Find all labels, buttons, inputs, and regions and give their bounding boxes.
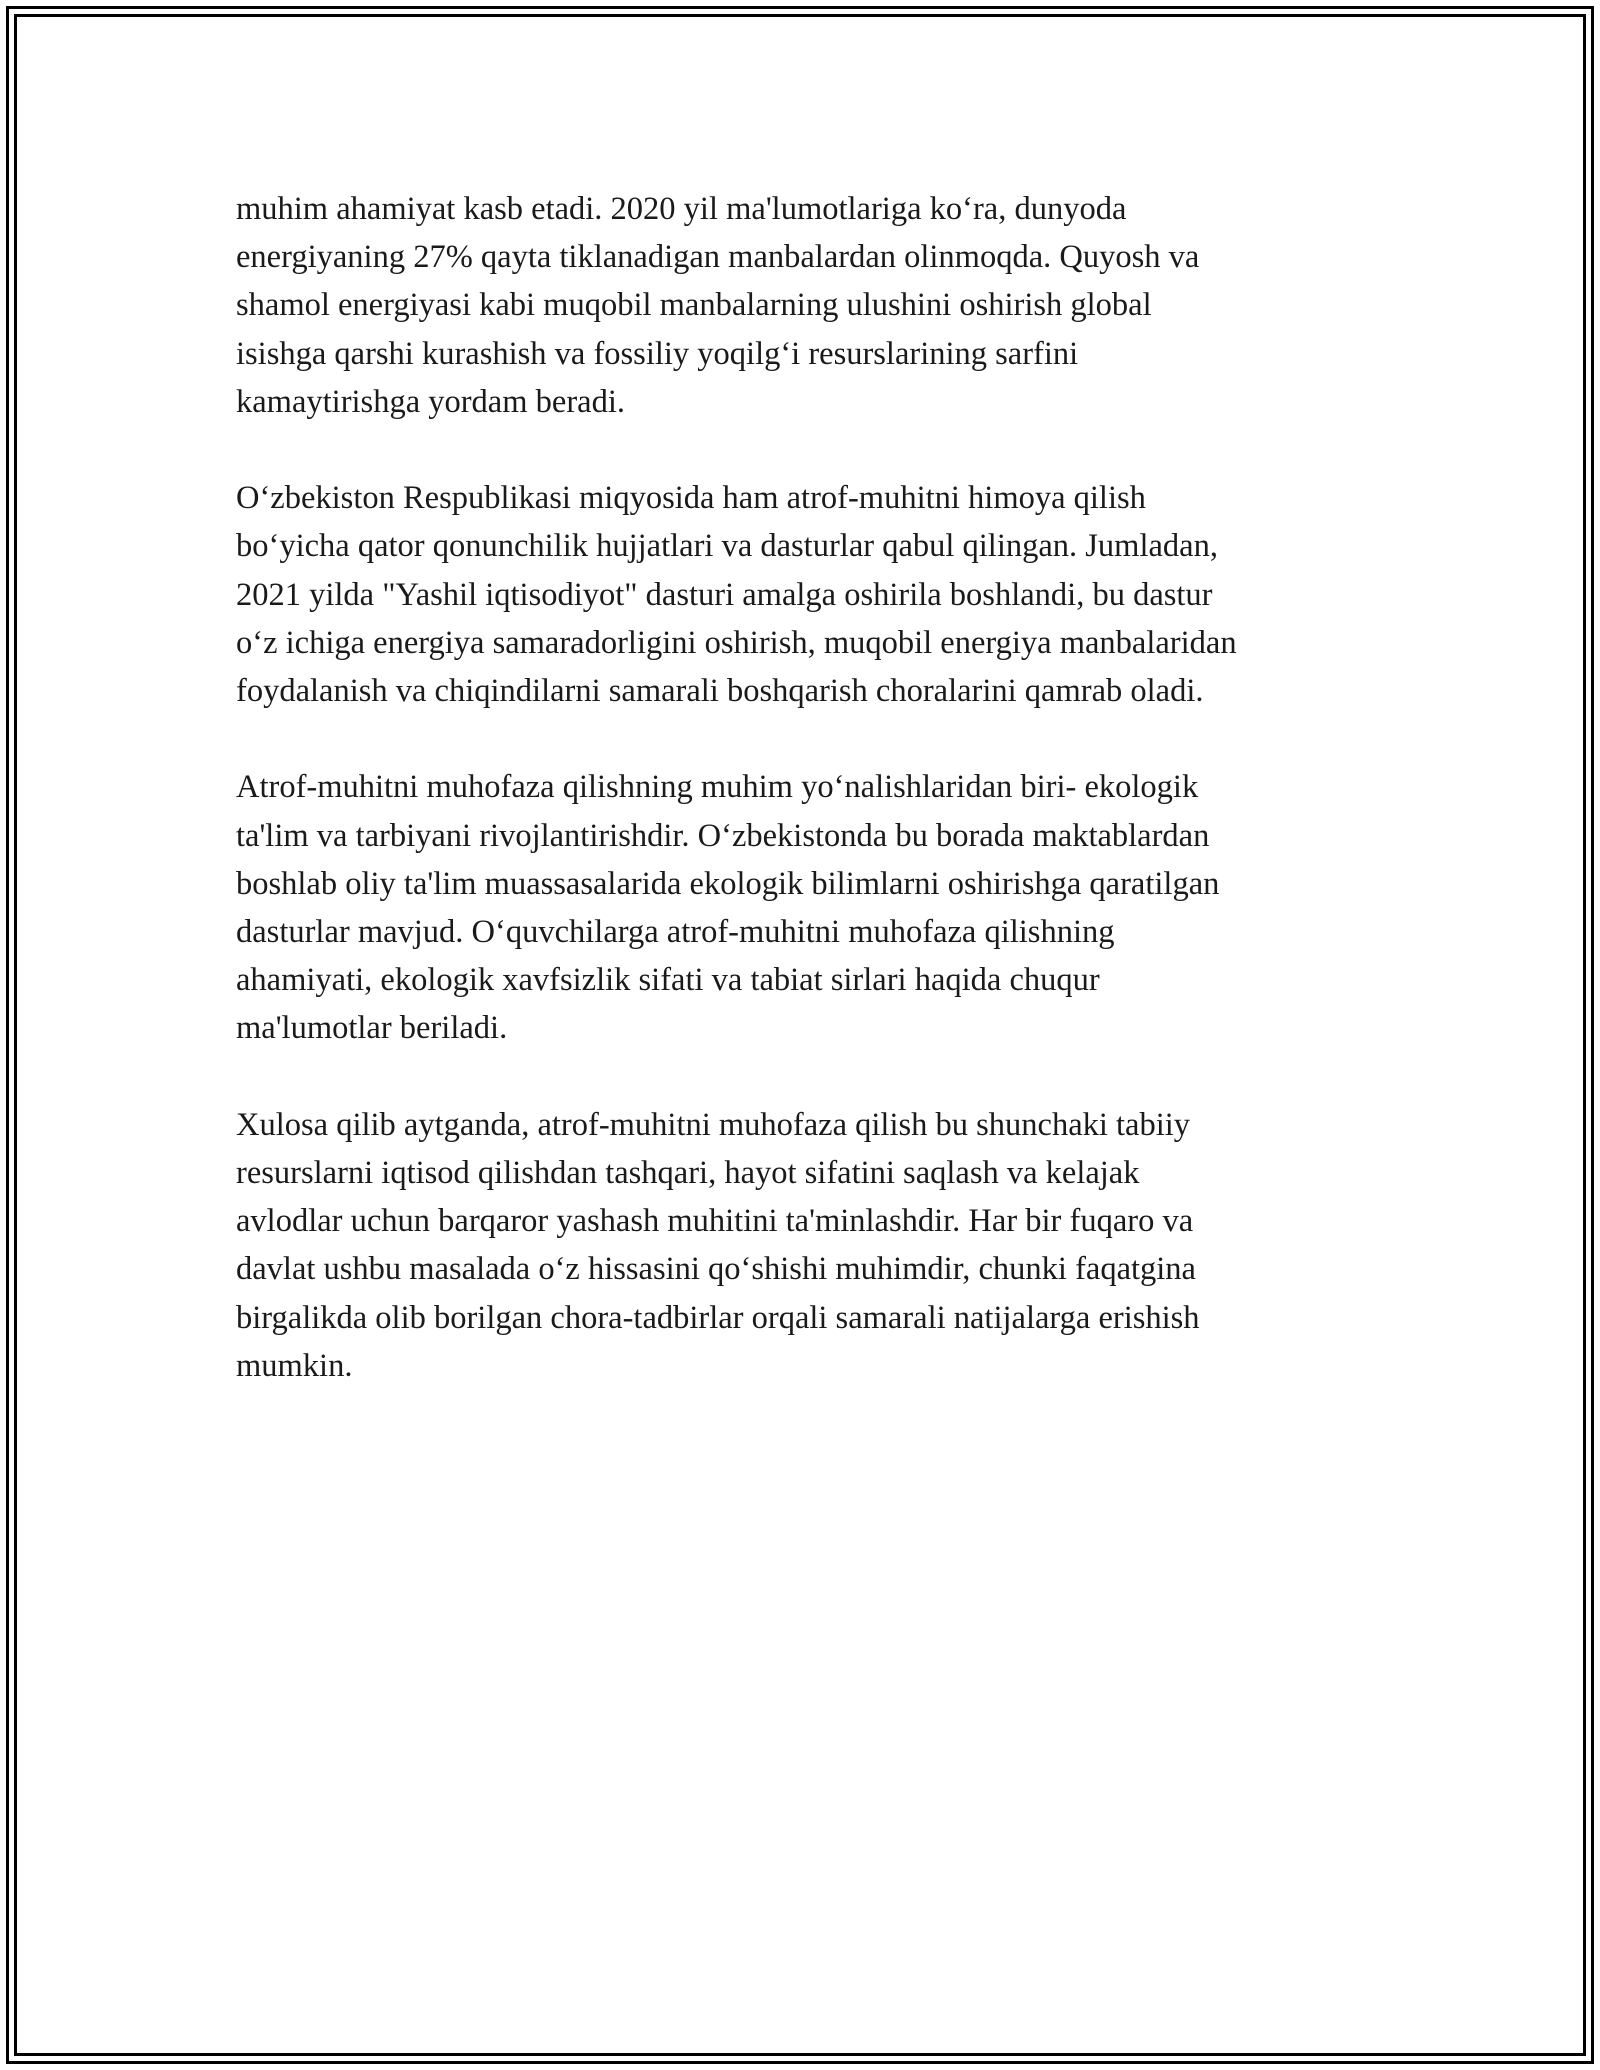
text-line: Xulosa qilib aytganda, atrof-muhitni muhofaza qilish bu shunchaki tabiiy: [236, 1106, 1191, 1143]
text-line: resurslarni iqtisod qilishdan tashqari, hayot sifatini saqlash va kelajak: [236, 1155, 1140, 1192]
paragraph-1: [236, 185, 1396, 426]
text-line: ahamiyati, ekologik xavfsizlik sifati va tabiat sirlari haqida chuqur: [236, 962, 1100, 999]
text-line: davlat ushbu masalada o‘z hissasini qo‘shishi muhimdir, chunki faqatgina: [236, 1251, 1196, 1288]
text-line: mumkin.: [236, 1347, 353, 1384]
text-line: foydalanish va chiqindilarni samarali boshqarish choralarini qamrab oladi.: [236, 673, 1204, 710]
text-line: isishga qarshi kurashish va fossiliy yoqilg‘i resurslarining sarfini: [236, 335, 1079, 372]
text-line: boshlab oliy ta'lim muassasalarida ekologik bilimlarni oshirishga qaratilgan: [236, 865, 1220, 902]
text-line: shamol energiyasi kabi muqobil manbalarning ulushini oshirish global: [236, 287, 1152, 324]
text-line: kamaytirishga yordam beradi.: [236, 383, 625, 420]
text-line: muhim ahamiyat kasb etadi. 2020 yil ma'lumotlariga ko‘ra, dunyoda: [236, 191, 1127, 227]
text-line: bo‘yicha qator qonunchilik hujjatlari va dasturlar qabul qilingan. Jumladan,: [236, 528, 1218, 565]
text-line: energiyaning 27% qayta tiklanadigan manbalardan olinmoqda. Quyosh va: [236, 239, 1200, 276]
text-line: birgalikda olib borilgan chora-tadbirlar orqali samarali natijalarga erishish: [236, 1299, 1200, 1336]
paragraph-4: [236, 1101, 1396, 1390]
text-line: dasturlar mavjud. O‘quvchilarga atrof-muhitni muhofaza qilishning: [236, 914, 1115, 951]
text-line: avlodlar uchun barqaror yashash muhitini ta'minlashdir. Har bir fuqaro va: [236, 1203, 1194, 1240]
text-line: ma'lumotlar beriladi.: [236, 1010, 508, 1047]
text-line: 2021 yilda "Yashil iqtisodiyot" dasturi amalga oshirila boshlandi, bu dastur: [236, 576, 1213, 613]
text-line: ta'lim va tarbiyani rivojlantirishdir. O‘zbekistonda bu borada maktablardan: [236, 817, 1210, 854]
paragraph-3: [236, 763, 1396, 1052]
paragraph-2: [236, 474, 1396, 715]
text-line: O‘zbekiston Respublikasi miqyosida ham atrof-muhitni himoya qilish: [236, 480, 1146, 517]
text-line: o‘z ichiga energiya samaradorligini oshirish, muqobil energiya manbalaridan: [236, 624, 1237, 661]
text-line: Atrof-muhitni muhofaza qilishning muhim yo‘nalishlaridan biri- ekologik: [236, 769, 1199, 806]
document-body: [236, 185, 1396, 1438]
